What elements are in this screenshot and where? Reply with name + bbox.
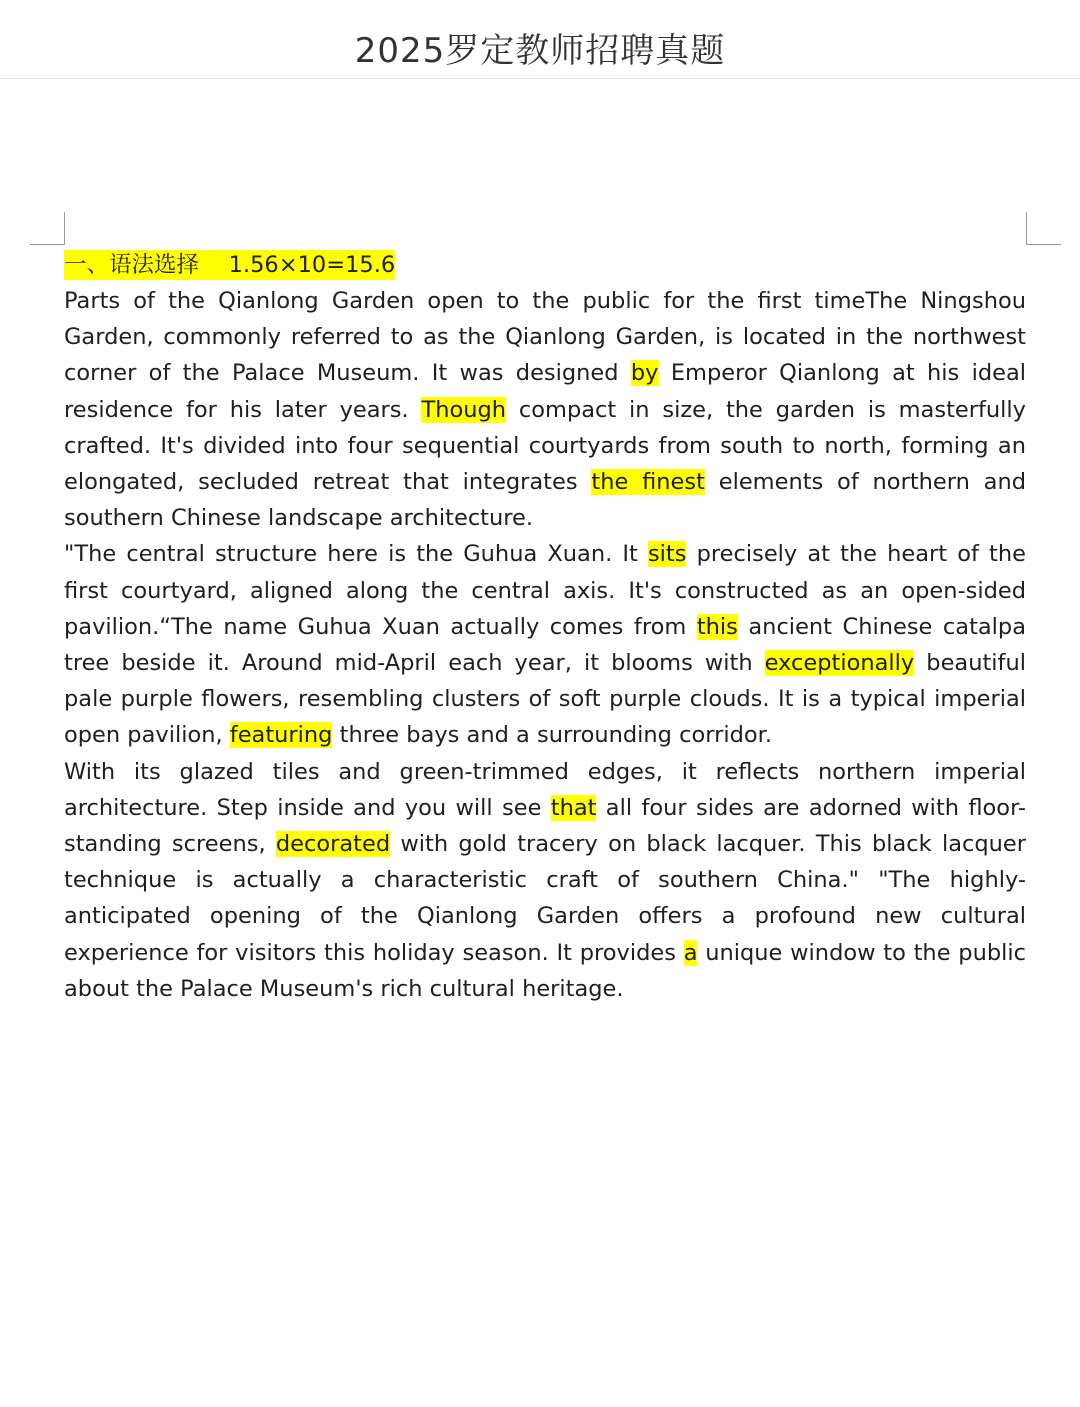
top-left-margin-mark (30, 212, 65, 245)
paragraph-1 (64, 283, 1026, 536)
highlighted-answer: featuring (229, 722, 333, 749)
paragraph-text: Parts of the Qianlong Garden open to the public for the first timeThe Ningshou Garden, commonly referred to as the Qianlong Garden, is located in the northwest corner of the Palace Museum. It was designed (64, 288, 1026, 387)
paragraph-text: ancient Chinese catalpa tree beside it. Around mid-April each year, it blooms with (64, 613, 1027, 677)
paragraph-text: compact in size, the garden is masterfully crafted. It's divided into four sequential courtyards from south to north, forming an elongated, secluded retreat that integrates (64, 396, 1026, 496)
highlighted-answer: by (630, 360, 659, 387)
paragraph-text: with gold tracery on black lacquer. This black lacquer technique is actually a characteristic craft of southern China." "The highly-anticipated opening of the Qianlong Garden offers a profound new cultural experience for visitors this holiday season. It provides (64, 831, 1026, 966)
paragraph-text: unique window to the public about the Palace Museum's rich cultural heritage. (64, 939, 1026, 1002)
document-page (0, 79, 1080, 1407)
highlighted-answer: that (550, 794, 597, 821)
paragraph-text: With its glazed tiles and green-trimmed edges, it reflects northern imperial architecture. Step inside and you will see (64, 758, 1026, 821)
highlighted-answer: Though (421, 396, 507, 423)
highlighted-answer: sits (647, 541, 687, 568)
highlighted-answer: a (683, 939, 698, 966)
paragraph-text: "The central structure here is the Guhua Xuan. It (64, 541, 648, 568)
top-right-margin-mark (1026, 212, 1061, 245)
paragraph-text: elements of northern and southern Chinese landscape architecture. (64, 469, 1026, 532)
paragraph-text: Emperor Qianlong at his ideal residence for his later years. (64, 360, 1026, 423)
section-heading (64, 247, 1026, 283)
highlighted-answer: the finest (591, 469, 705, 496)
highlighted-answer: decorated (275, 831, 391, 858)
section-heading-text: 一、语法选择 1.56×10=15.6 (64, 252, 396, 278)
paragraph-2 (64, 536, 1026, 753)
paragraph-text: precisely at the heart of the first courtyard, aligned along the central axis. It's constructed as an open-sided pavilion.“The name Guhua Xuan actually comes from (64, 541, 1026, 640)
highlighted-answer: this (696, 613, 738, 640)
title-bar (0, 0, 1080, 79)
paragraph-text: three bays and a surrounding corridor. (332, 722, 772, 749)
document-body (64, 247, 1026, 1007)
paragraph-3 (64, 754, 1026, 1007)
highlighted-answer: exceptionally (764, 650, 915, 677)
document-title: 2025罗定教师招聘真题 (354, 31, 726, 71)
paragraph-text: all four sides are adorned with floor-standing screens, (64, 794, 1026, 858)
paragraph-text: beautiful pale purple flowers, resembling clusters of soft purple clouds. It is a typical imperial open pavilion, (64, 650, 1026, 749)
